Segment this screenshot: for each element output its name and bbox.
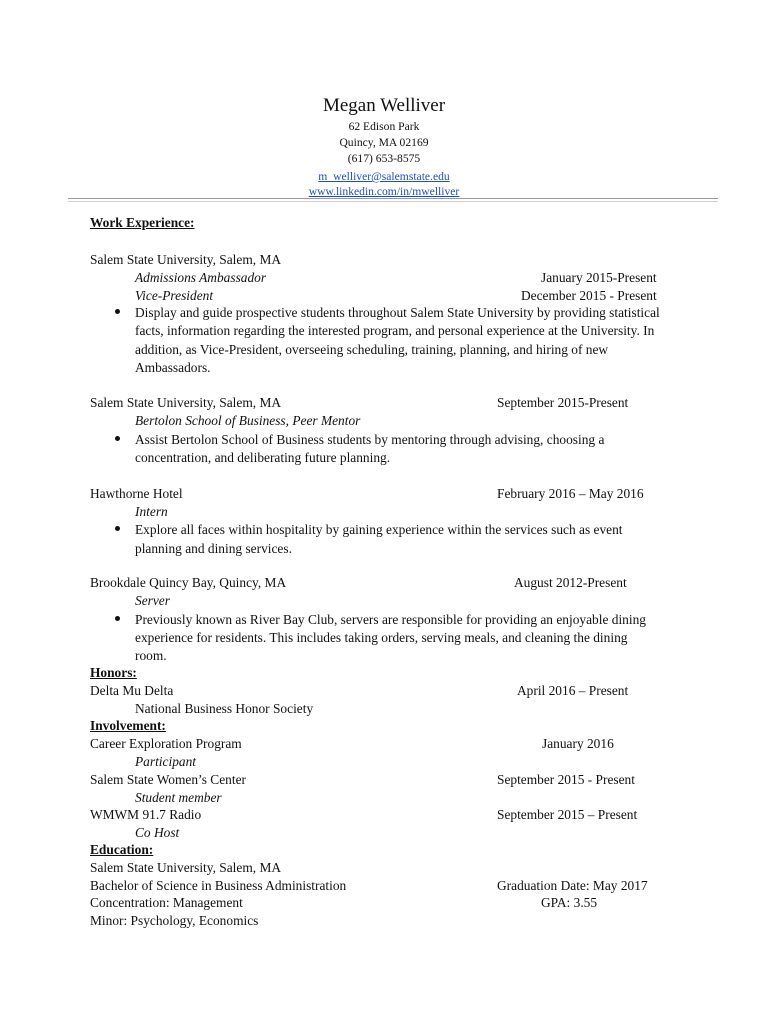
job-4-desc-line-2: experience for residents. This includes taking orders, serving meals, and cleaning the dining [135, 630, 628, 645]
involvement-2-role: Student member [135, 790, 222, 805]
job-1-desc-line-2: facts, information regarding the interested program, and personal experience at the University. In [135, 323, 655, 338]
job-1-role-1: Admissions Ambassador [135, 270, 267, 285]
job-3-date: February 2016 – May 2016 [497, 486, 644, 501]
involvement-1-date: January 2016 [542, 736, 614, 751]
honors-heading: Honors: [90, 665, 137, 680]
job-2-desc-line-2: concentration, and deliberating future planning. [135, 450, 391, 465]
job-4-org: Brookdale Quincy Bay, Quincy, MA [90, 575, 287, 590]
email-link[interactable]: m_welliver@salemstate.edu [318, 170, 450, 183]
phone: (617) 653-8575 [347, 152, 421, 165]
job-2-role: Bertolon School of Business, Peer Mentor [135, 413, 361, 428]
involvement-3-org: WMWM 91.7 Radio [90, 807, 202, 822]
work-experience-heading: Work Experience: [90, 215, 195, 230]
job-1-org: Salem State University, Salem, MA [90, 252, 282, 267]
city-state-zip: Quincy, MA 02169 [339, 136, 429, 149]
job-3-role: Intern [135, 504, 168, 519]
bullet-icon [115, 616, 120, 621]
job-4-desc-line-3: room. [135, 648, 167, 663]
bullet-icon [115, 436, 120, 441]
honors-org: Delta Mu Delta [90, 683, 174, 698]
honors-desc: National Business Honor Society [135, 701, 314, 716]
involvement-3-date: September 2015 – Present [497, 807, 638, 822]
involvement-heading: Involvement: [90, 718, 166, 733]
job-3-desc-line-1: Explore all faces within hospitality by gaining experience within the services such as event [135, 522, 623, 537]
job-1-desc-line-3: addition, as Vice-President, overseeing scheduling, training, planning, and hiring of new [135, 342, 609, 357]
education-gpa: GPA: 3.55 [541, 895, 598, 910]
header-divider [68, 198, 718, 199]
job-1-desc-line-4: Ambassadors. [135, 360, 211, 375]
job-4-role: Server [135, 593, 170, 608]
education-school: Salem State University, Salem, MA [90, 860, 282, 875]
involvement-1-org: Career Exploration Program [90, 736, 242, 751]
linkedin-line [0, 182, 768, 199]
address: 62 Edison Park [348, 120, 420, 133]
linkedin-link[interactable]: www.linkedin.com/in/mwelliver [308, 185, 460, 198]
involvement-2-org: Salem State Women’s Center [90, 772, 246, 787]
job-1-desc-line-1: Display and guide prospective students throughout Salem State University by providing statistical [135, 305, 660, 320]
job-3-desc-line-2: planning and dining services. [135, 541, 292, 556]
education-concentration: Concentration: Management [90, 895, 243, 910]
job-1-date-2: December 2015 - Present [521, 288, 657, 303]
education-heading: Education: [90, 842, 154, 857]
honors-date: April 2016 – Present [517, 683, 629, 698]
education-minor: Minor: Psychology, Economics [90, 913, 259, 928]
job-1-date-1: January 2015-Present [541, 270, 657, 285]
involvement-3-role: Co Host [135, 825, 180, 840]
education-degree: Bachelor of Science in Business Administration [90, 878, 347, 893]
job-2-desc-line-1: Assist Bertolon School of Business students by mentoring through advising, choosing a [135, 432, 605, 447]
education-graduation-date: Graduation Date: May 2017 [497, 878, 648, 893]
involvement-1-role: Participant [135, 754, 196, 769]
job-3-org: Hawthorne Hotel [90, 486, 183, 501]
bullet-icon [115, 309, 120, 314]
job-2-date: September 2015-Present [497, 395, 629, 410]
job-4-desc-line-1: Previously known as River Bay Club, servers are responsible for providing an enjoyable dining [135, 612, 646, 627]
involvement-2-date: September 2015 - Present [497, 772, 635, 787]
job-1-role-2: Vice-President [135, 288, 214, 303]
job-4-date: August 2012-Present [514, 575, 627, 590]
header-divider-shadow [68, 201, 718, 202]
bullet-icon [115, 526, 120, 531]
job-2-org: Salem State University, Salem, MA [90, 395, 282, 410]
resume-name: Megan Welliver [322, 95, 446, 116]
